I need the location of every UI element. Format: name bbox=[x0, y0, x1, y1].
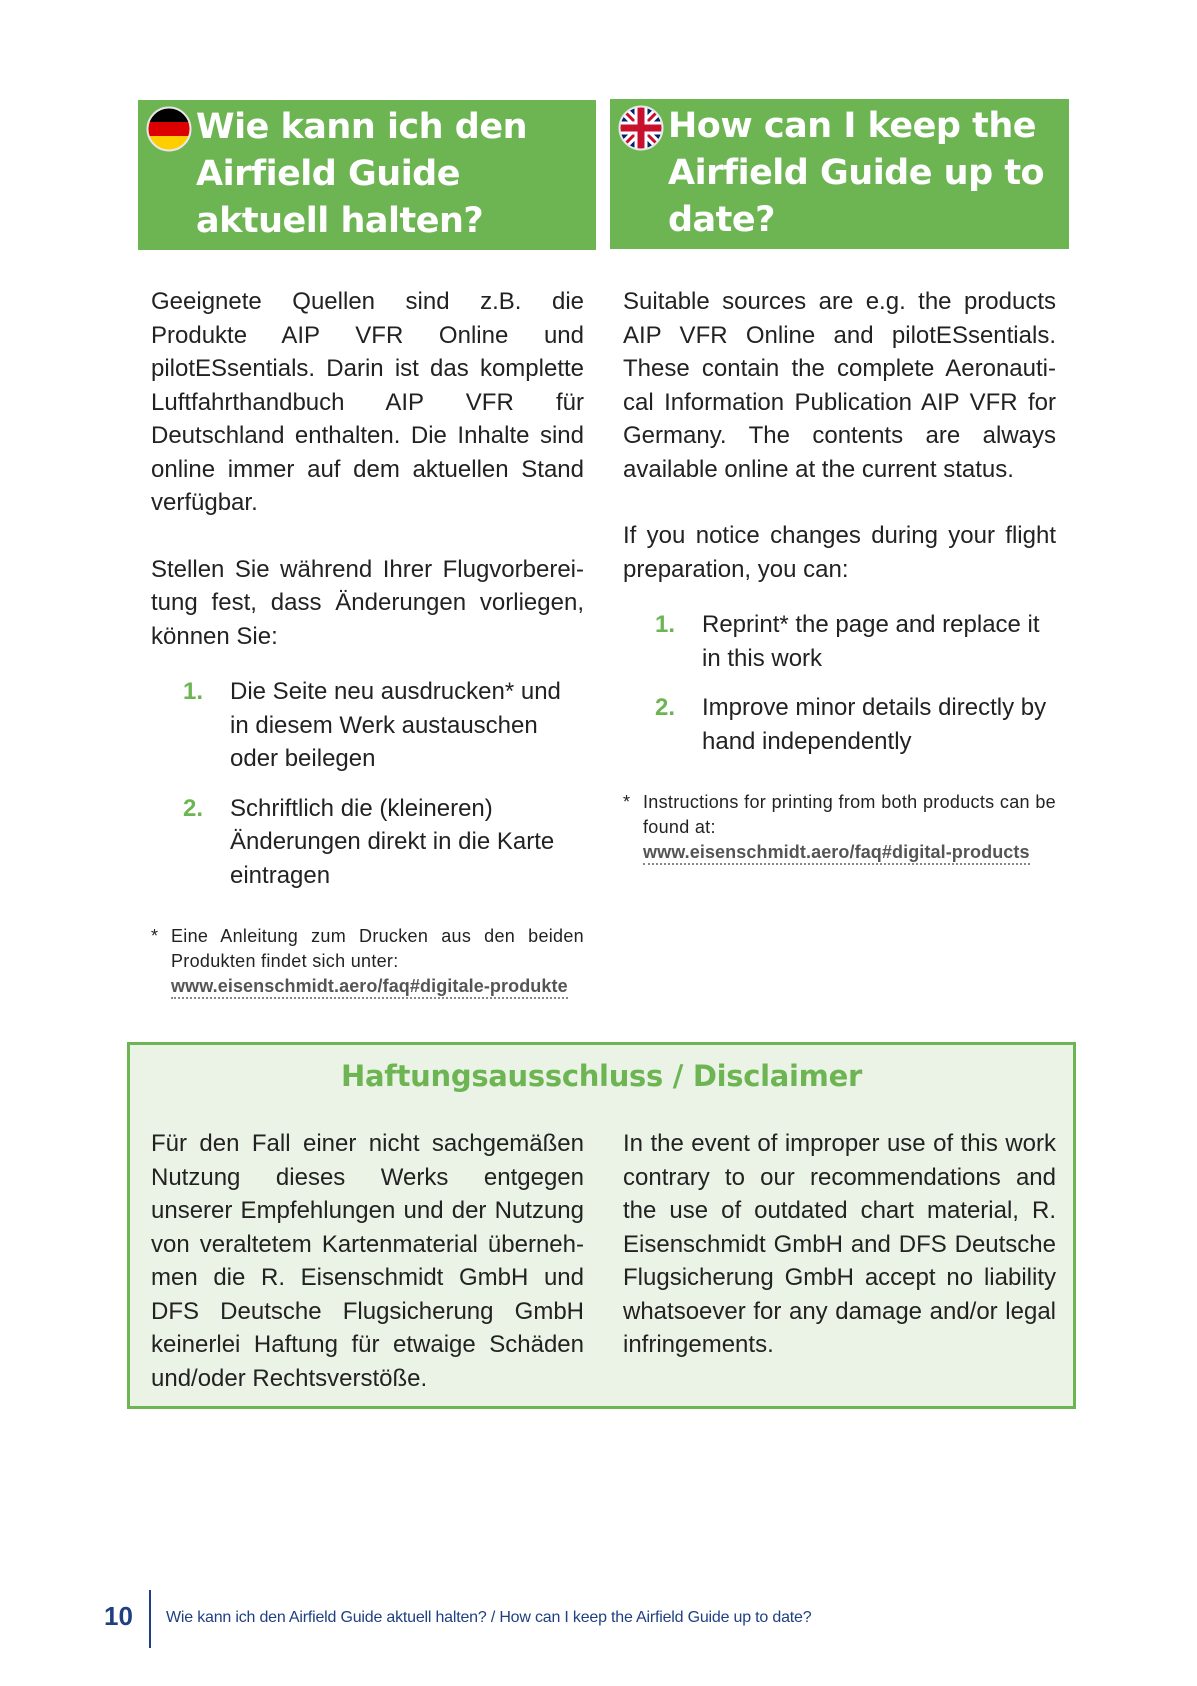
list-number: 2. bbox=[655, 694, 676, 721]
german-paragraph-changes: Stellen Sie während Ihrer Flugvorbereitung fest, dass Änderungen vorliegen, können Sie: bbox=[151, 555, 584, 650]
list-item-text: Die Seite neu ausdrucken* und in diesem Werk austauschen oder beilegen bbox=[230, 678, 561, 772]
list-number: 2. bbox=[183, 794, 204, 822]
list-item bbox=[151, 675, 584, 776]
footer-running-title: Wie kann ich den Airfield Guide aktuell halten? / How can I keep the Airfield Guide up to date? bbox=[166, 1609, 812, 1626]
list-number: 1. bbox=[655, 611, 676, 638]
english-section-header bbox=[610, 99, 1069, 249]
disclaimer-box bbox=[127, 1042, 1076, 1409]
footnote-link[interactable]: www.eisenschmidt.aero/faq#digitale-produkte bbox=[171, 975, 568, 999]
german-footnote bbox=[151, 924, 584, 999]
disclaimer-text-german: Für den Fall einer nicht sachgemäßen Nutzung dieses Werks entgegen unserer Empfehlungen und der Nutzung von veraltetem Kartenmaterial übernehmen die R. Eisenschmidt GmbH und DFS Deutsche Flugsicherung GmbH keinerlei Haftung für etwaige Schäden und/oder Rechtsverstöße. bbox=[151, 1130, 584, 1392]
list-item-text: Improve minor details directly by hand independently bbox=[702, 694, 1047, 755]
german-options-list bbox=[151, 675, 584, 892]
german-paragraph-sources: Geeignete Quellen sind z.B. die Produkte AIP VFR Online und pilotESsentials. Darin ist das komplette Luftfahrthandbuch AIP VFR für Deutschland enthalten. Die Inhalte sind online immer auf dem aktuellen Stand verfügbar. bbox=[151, 288, 584, 516]
footnote-asterisk: * bbox=[151, 926, 159, 946]
english-paragraph-sources: Suitable sources are e.g. the products AIP VFR Online and pilotESsentials. These contain the complete Aeronautical Information Publication AIP VFR for Germany. The contents are always available online at the current status. bbox=[623, 288, 1056, 483]
germany-flag-icon bbox=[146, 106, 192, 152]
english-options-list bbox=[623, 608, 1056, 758]
footnote-link[interactable]: www.eisenschmidt.aero/faq#digital-products bbox=[643, 841, 1030, 865]
german-column bbox=[151, 285, 584, 999]
footer-divider bbox=[149, 1590, 151, 1648]
german-section-header bbox=[138, 100, 596, 250]
disclaimer-text-english: In the event of improper use of this work contrary to our recommendations and the use of outdated chart material, R. Eisenschmidt GmbH and DFS Deutsche Flugsicherung GmbH accept no liability whatsoever for any damage and/or legal infringements. bbox=[623, 1130, 1056, 1358]
list-item-text: Schriftlich die (kleineren) Änderungen direkt in die Karte eintragen bbox=[230, 794, 555, 889]
footnote-text: Instructions for printing from both products can be found at: bbox=[643, 792, 1056, 837]
list-item bbox=[623, 608, 1056, 675]
list-number: 1. bbox=[183, 678, 204, 705]
uk-flag-icon bbox=[618, 105, 664, 151]
english-footnote bbox=[623, 790, 1056, 865]
english-section-title: How can I keep the Airfield Guide up to date? bbox=[668, 106, 1045, 240]
german-section-title: Wie kann ich den Airfield Guide aktuell halten? bbox=[196, 107, 527, 241]
list-item bbox=[151, 792, 584, 893]
footnote-asterisk: * bbox=[623, 792, 631, 812]
english-column bbox=[623, 285, 1056, 865]
list-item bbox=[623, 691, 1056, 758]
footnote-text: Eine Anleitung zum Drucken aus den beiden Produkten findet sich unter: bbox=[171, 926, 584, 971]
list-item-text: Reprint* the page and replace it in this work bbox=[702, 611, 1040, 672]
page-footer bbox=[0, 1590, 1197, 1650]
disclaimer-title: Haftungsausschluss / Disclaimer bbox=[341, 1059, 862, 1093]
page-number: 10 bbox=[104, 1601, 133, 1631]
english-paragraph-changes: If you notice changes during your flight preparation, you can: bbox=[623, 522, 1056, 583]
